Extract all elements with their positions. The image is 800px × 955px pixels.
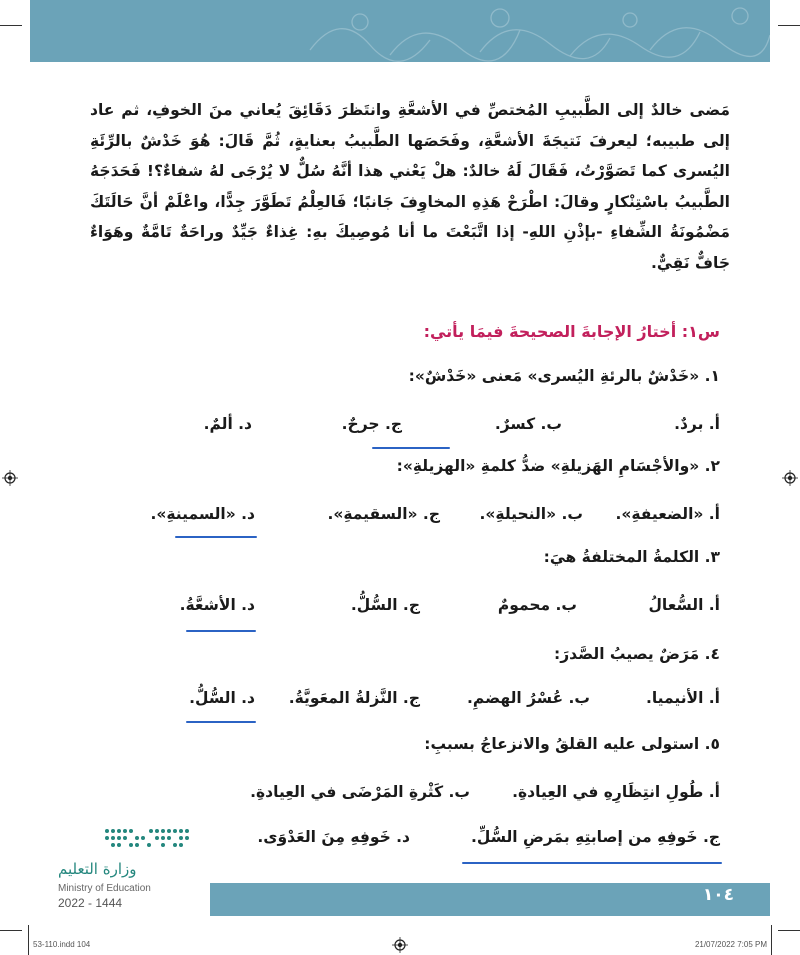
ministry-name-en: Ministry of Education <box>58 883 151 894</box>
page-number: ١٠٤ <box>702 885 734 905</box>
q2-option-d: د. «السمينةِ». <box>150 505 255 523</box>
crop-mark <box>778 930 800 931</box>
print-slug-date: 21/07/2022 7:05 PM <box>694 940 767 949</box>
crop-mark <box>28 925 29 955</box>
q2-option-a: أ. «الضعيفةِ». <box>615 505 720 523</box>
exercise-title: س١: أختارُ الإجابةَ الصحيحةَ فيمَا يأتي: <box>423 322 720 341</box>
answer-underline <box>372 447 450 449</box>
q3-option-c: ج. السُّلُّ. <box>350 596 420 614</box>
q1-option-b: ب. كسرٌ. <box>494 415 562 433</box>
crop-mark <box>771 925 772 955</box>
q4-option-c: ج. النَّزلةُ المعَويَّةُ. <box>288 689 420 707</box>
q4-option-d: د. السُّلُّ. <box>189 689 255 707</box>
q3-option-b: ب. محمومٌ <box>497 596 577 614</box>
question-4: ٤. مَرَضٌ يصيبُ الصَّدرَ: <box>554 645 720 663</box>
q1-option-d: د. ألمٌ. <box>203 415 252 433</box>
crop-mark <box>0 25 22 26</box>
question-1: ١. «خَدْشٌ بالرئةِ اليُسرى» مَعنى «خَدْشٌ»: <box>408 367 720 385</box>
q4-option-b: ب. عُسْرُ الهضمِ. <box>467 689 590 707</box>
q3-option-d: د. الأشعَّةُ. <box>179 596 255 614</box>
question-5: ٥. استولى عليه القلقُ والانزعاجُ بسببِ: <box>424 735 720 753</box>
q2-option-c: ج. «السقيمةِ». <box>327 505 440 523</box>
q5-option-c: ج. خَوفِهِ من إصابتِهِ بمَرضِ السُّلِّ. <box>470 828 720 846</box>
ministry-logo-icon <box>103 827 193 851</box>
crop-mark <box>778 25 800 26</box>
question-2: ٢. «والأجْسَامِ الهَزيلةِ» ضدُّ كلمةِ «الهزيلةِ»: <box>396 457 720 475</box>
answer-underline <box>186 630 256 632</box>
registration-mark-icon <box>392 937 408 953</box>
crop-mark <box>0 930 22 931</box>
q1-option-a: أ. بردٌ. <box>674 415 720 433</box>
decorative-pattern-icon <box>300 0 770 62</box>
answer-underline <box>186 721 256 723</box>
edition-year: 2022 - 1444 <box>58 896 123 910</box>
registration-mark-icon <box>782 470 798 486</box>
ministry-name-ar: وزارة التعليم <box>58 860 137 878</box>
q3-option-a: أ. السُّعالُ <box>648 596 720 614</box>
reading-passage: مَضى خالدٌ إلى الطَّبيبِ المُختصِّ في الأشعَّةِ وانتَظرَ دَقَائِقَ يُعاني منَ الخوفِ، ثم عاد إلى طبيبه؛ ليعرفَ نَتيجَةَ الأشعَّةِ، وفَحَصَها الطَّبيبُ بعنايةٍ، ثُمَّ قَالَ: هُوَ خَدْشٌ بالرِّئَةِ اليُسرى كما تَصَوَّرْتُ، فَقَالَ لَهُ خالدٌ: هلْ يَعْني هذا أنَّهُ سُلٌّ لا يُرْجَى لهُ شفاءٌ؟! فَحَدَجَهُ الطَّبيبُ باسْتِنْكارٍ وقالَ: اطْرَحْ هَذِهِ المخاوِفَ جَانبًا؛ فَالعِلْمُ تَطَوَّرَ جِدًّا، واعْلَمْ أنَّ حَالَتَكَ مَضْمُونَةُ الشِّفاءِ -بإذْنِ اللهِ- إذا اتَّبَعْتَ ما أنا مُوصِيكَ بهِ: غِذاءٌ جَيِّدٌ وراحَةٌ تَامَّةٌ وهَوَاءٌ جَافٌّ نَقِيٌّ. <box>90 101 730 272</box>
q2-option-b: ب. «النحيلةِ». <box>479 505 583 523</box>
q1-option-c: ج. جرحٌ. <box>341 415 402 433</box>
header-banner <box>30 0 770 62</box>
question-3: ٣. الكلمةُ المختلفةُ هيَ: <box>543 548 720 566</box>
answer-underline <box>462 862 722 864</box>
print-slug-file: 53-110.indd 104 <box>33 940 91 949</box>
q5-option-d: د. خَوفِهِ مِنَ العَدْوَى. <box>257 828 410 846</box>
q5-option-a: أ. طُولِ انتِظَارِهِ في العِيادةِ. <box>512 783 720 801</box>
q4-option-a: أ. الأنيميا. <box>645 689 720 707</box>
registration-mark-icon <box>2 470 18 486</box>
q5-option-b: ب. كَثْرةِ المَرْضَى في العِيادةِ. <box>250 783 470 801</box>
answer-underline <box>175 536 257 538</box>
